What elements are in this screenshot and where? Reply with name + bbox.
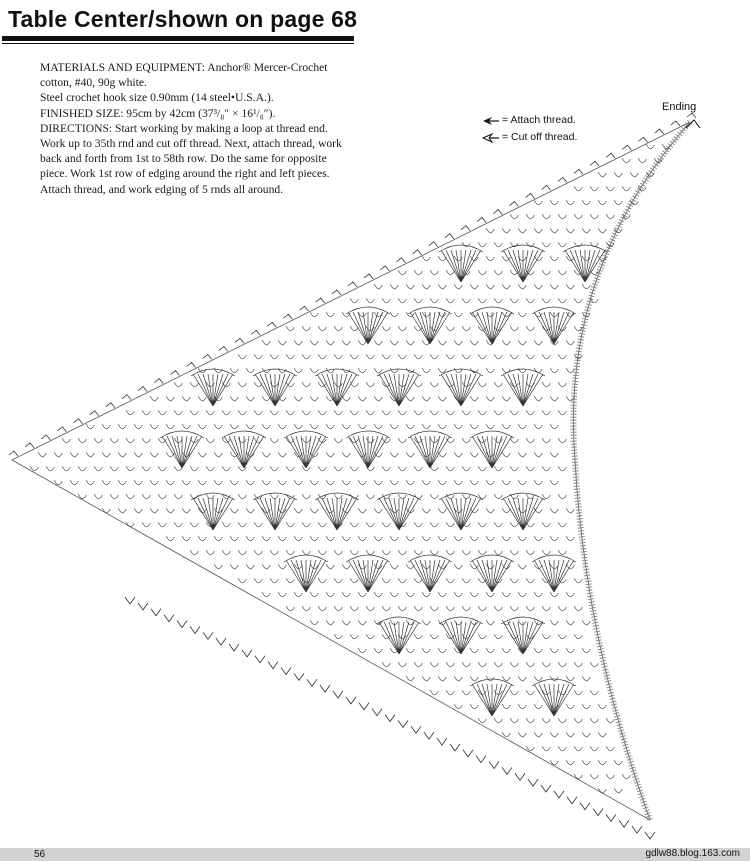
watermark: gdlw88.blog.163.com bbox=[645, 848, 740, 859]
legend-cut-label: = Cut off thread. bbox=[502, 131, 578, 143]
page-number: 56 bbox=[34, 849, 46, 860]
footer-bar bbox=[0, 848, 750, 861]
fan-lines bbox=[160, 245, 607, 716]
directions-text: DIRECTIONS: Start working by making a loop at thread end. Work up to 35th rnd and cut off thread. Next, attach thread, work back and forth from 1st to 58th row. Do the same for opposite piece. Work 1st row of edging around the right and left pieces. Attach thread, and work edging of 5 rnds all around. bbox=[40, 121, 342, 196]
diagram-outline bbox=[12, 122, 690, 820]
ending-label: Ending bbox=[662, 101, 697, 113]
picot-edging bbox=[9, 113, 696, 839]
fan-motifs bbox=[160, 245, 607, 716]
legend-attach-label: = Attach thread. bbox=[502, 114, 576, 126]
materials-text: MATERIALS AND EQUIPMENT: Anchor® Mercer-Crochet cotton, #40, 90g white. bbox=[40, 61, 328, 90]
finished-size-text: FINISHED SIZE: 95cm by 42cm (37³/₈″ × 16¹/₈″). bbox=[40, 106, 276, 120]
page-title: Table Center/shown on page 68 bbox=[8, 6, 358, 32]
hook-text: Steel crochet hook size 0.90mm (14 steel•U.S.A.). bbox=[40, 91, 274, 105]
inner-edge bbox=[573, 122, 690, 820]
picot-lines bbox=[9, 113, 696, 839]
